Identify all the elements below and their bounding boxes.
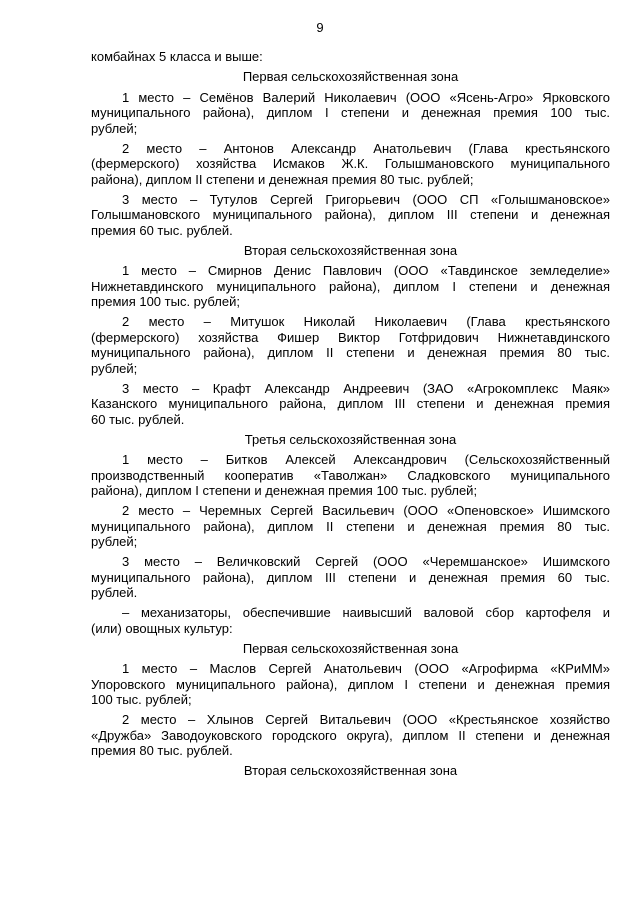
paragraph	[91, 661, 610, 708]
paragraph	[91, 503, 610, 550]
paragraph-line: Казанского муниципального района, диплом III степени и денежная премия	[91, 396, 610, 411]
paragraph-line: премия 80 тыс. рублей.	[91, 743, 233, 758]
paragraph-line: муниципального района), диплом II степени и денежная премия 80 тыс.	[91, 345, 610, 360]
paragraph	[91, 452, 610, 499]
paragraph	[91, 90, 610, 137]
paragraph-line: рублей;	[91, 360, 138, 376]
paragraph-line: 2 место – Митушок Николай Николаевич (Глава крестьянского	[122, 314, 610, 329]
paragraph-line: 100 тыс. рублей;	[91, 692, 192, 707]
paragraph-line: (или) овощных культур:	[91, 620, 233, 636]
paragraph-line: 3 место – Величковский Сергей (ООО «Черемшанское» Ишимского	[122, 554, 610, 569]
paragraph	[91, 263, 610, 310]
paragraph-line: 60 тыс. рублей.	[91, 411, 185, 427]
paragraph	[91, 605, 610, 636]
paragraph	[91, 381, 610, 428]
paragraph-line: премия 100 тыс. рублей;	[91, 294, 240, 309]
paragraph-line: муниципального района), диплом II степени и денежная премия 80 тыс.	[91, 518, 610, 534]
paragraph	[91, 314, 610, 376]
paragraph-line: – механизаторы, обеспечившие наивысший валовой сбор картофеля и	[122, 605, 610, 620]
paragraph-line: производственный кооператив «Таволжан» Сладковского муниципального	[91, 467, 610, 483]
zone-heading: Вторая сельскохозяйственная зона	[243, 242, 458, 258]
paragraph-line: «Дружба» Заводоуковского городского округа), диплом II степени и денежная	[91, 727, 610, 743]
zone-heading: Первая сельскохозяйственная зона	[242, 640, 459, 656]
zone-heading: Третья сельскохозяйственная зона	[244, 431, 457, 447]
page-number: 9	[316, 20, 324, 35]
paragraph-line: 1 место – Семёнов Валерий Николаевич (ООО «Ясень-Агро» Ярковского	[122, 89, 610, 105]
zone-heading: Первая сельскохозяйственная зона	[242, 69, 459, 84]
paragraph-line: 1 место – Маслов Сергей Анатольевич (ООО «Агрофирма «КРиММ»	[122, 661, 610, 676]
paragraph-line: 3 место – Крафт Александр Андреевич (ЗАО «Агрокомплекс Маяк»	[122, 380, 610, 396]
zone-heading: Вторая сельскохозяйственная зона	[243, 763, 458, 778]
paragraph-line: премия 60 тыс. рублей.	[91, 222, 233, 238]
paragraph	[91, 554, 610, 601]
paragraph-line: (фермерского) хозяйства Фишер Виктор Готфридович Нижнетавдинского	[91, 329, 610, 345]
paragraph	[91, 141, 610, 188]
paragraph-line: рублей;	[91, 534, 138, 549]
document-body	[91, 49, 610, 784]
paragraph-line: Голышмановского муниципального района), диплом III степени и денежная	[91, 207, 610, 222]
paragraph-line: 3 место – Тутулов Сергей Григорьевич (ООО СП «Голышмановское»	[122, 191, 610, 207]
paragraph-line: Упоровского муниципального района), диплом I степени и денежная премия	[91, 676, 610, 692]
paragraph	[91, 192, 610, 239]
paragraph	[91, 49, 610, 65]
paragraph-line: комбайнах 5 класса и выше:	[91, 49, 263, 64]
paragraph-line: Нижнетавдинского муниципального района), диплом I степени и денежная	[91, 278, 610, 294]
paragraph-line: 2 место – Антонов Александр Анатольевич (Глава крестьянского	[122, 140, 610, 156]
paragraph-line: 1 место – Смирнов Денис Павлович (ООО «Тавдинское земледелие»	[122, 263, 610, 278]
paragraph-line: 2 место – Хлынов Сергей Витальевич (ООО «Крестьянское хозяйство	[122, 712, 610, 727]
paragraph-line: района), диплом II степени и денежная премия 80 тыс. рублей;	[91, 171, 474, 187]
paragraph-line: муниципального района), диплом I степени и денежная премия 100 тыс.	[91, 105, 610, 120]
paragraph-line: 1 место – Битков Алексей Александрович (Сельскохозяйственный	[122, 452, 610, 467]
paragraph	[91, 712, 610, 759]
paragraph-line: муниципального района), диплом III степени и денежная премия 60 тыс.	[91, 569, 610, 585]
paragraph-line: рублей;	[91, 120, 138, 136]
paragraph-line: (фермерского) хозяйства Исмаков Ж.К. Голышмановского муниципального	[91, 156, 610, 171]
paragraph-line: рублей.	[91, 585, 138, 600]
paragraph-line: района), диплом I степени и денежная премия 100 тыс. рублей;	[91, 483, 478, 498]
paragraph-line: 2 место – Черемных Сергей Васильевич (ООО «Опеновское» Ишимского	[122, 503, 610, 518]
